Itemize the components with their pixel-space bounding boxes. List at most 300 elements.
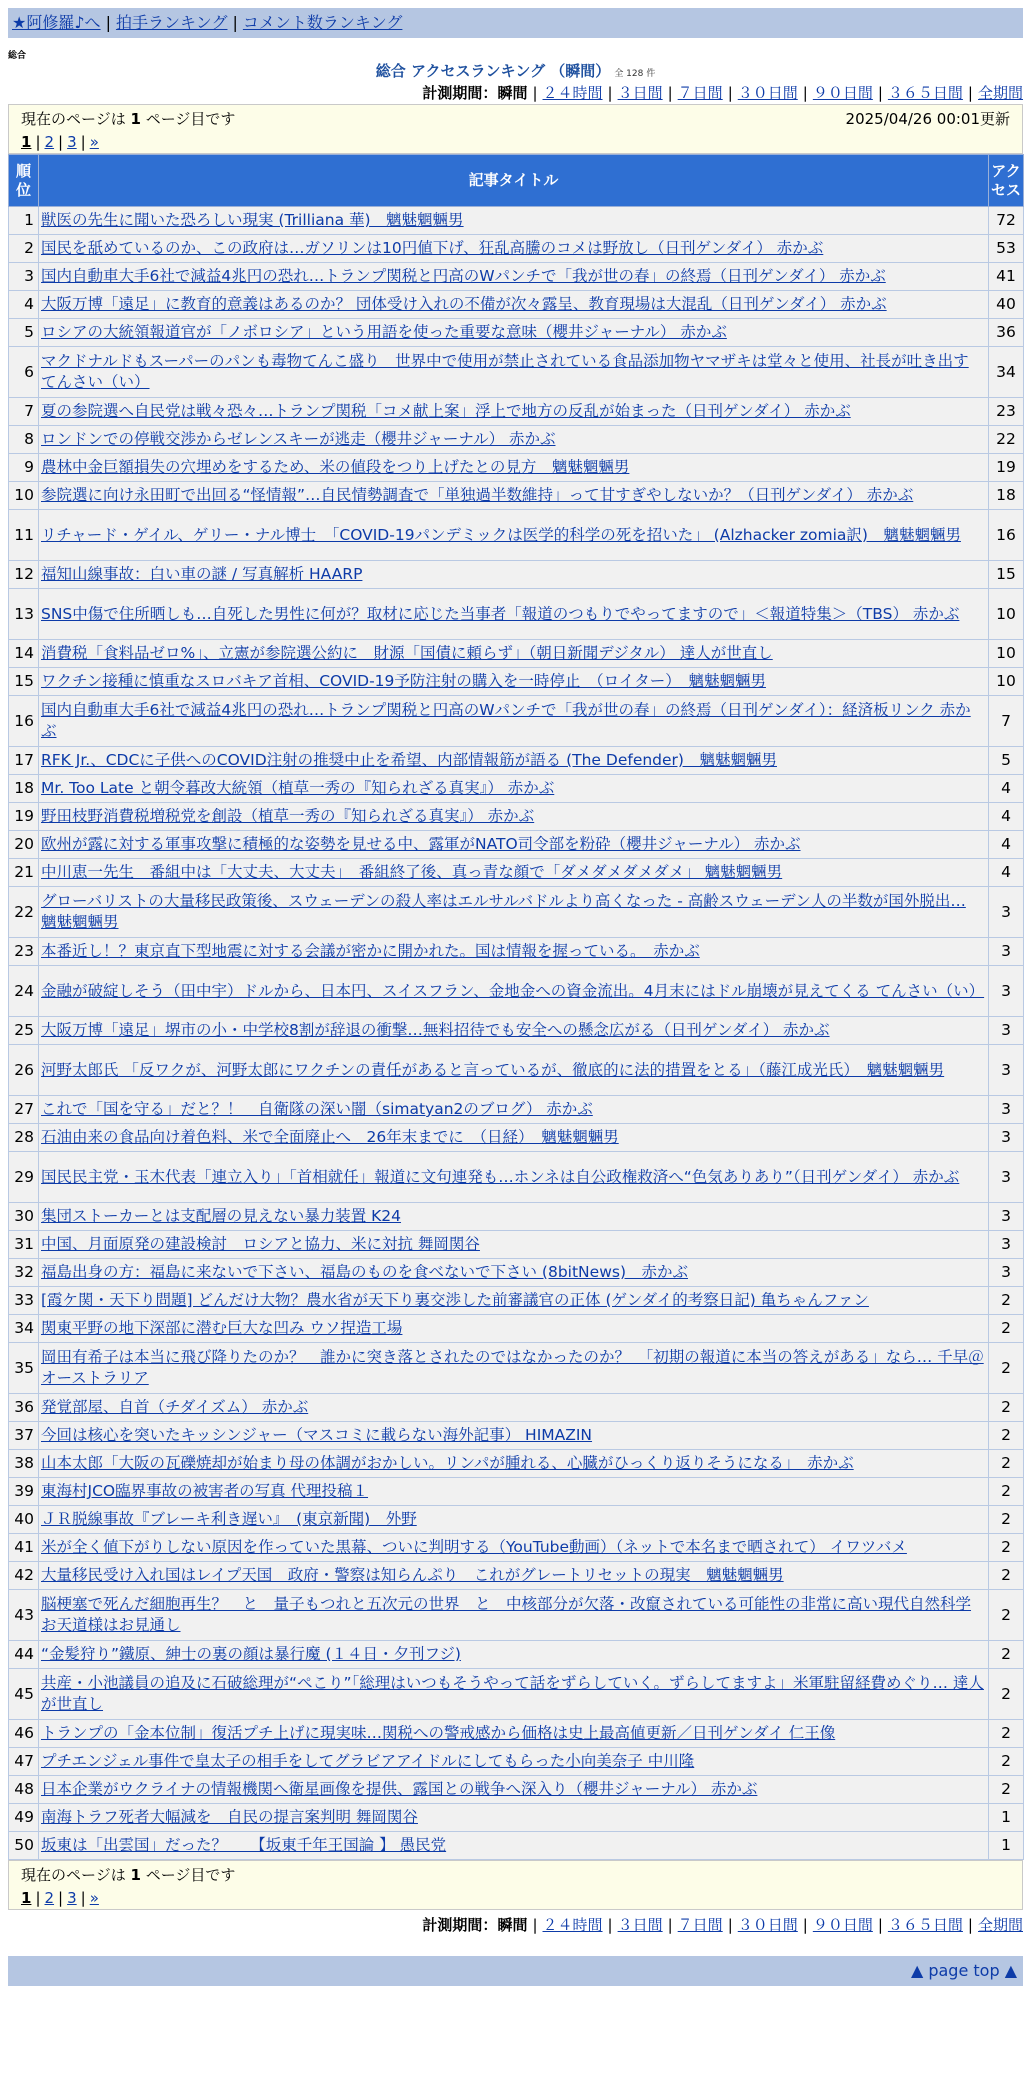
period-option-link[interactable]: 全期間	[977, 1916, 1023, 1934]
article-title-link[interactable]: 欧州が露に対する軍事攻撃に積極的な姿勢を見せる中、露軍がNATO司令部を粉砕（櫻井ジャーナル） 赤かぶ	[41, 835, 801, 853]
table-row	[9, 510, 1024, 561]
rank-cell: 26	[9, 1045, 39, 1096]
access-count-cell: 53	[989, 235, 1024, 263]
table-row	[9, 887, 1024, 938]
period-separator: |	[802, 84, 808, 102]
article-title-link[interactable]: 福知山線事故：白い車の謎 / 写真解析 HAARP	[41, 565, 363, 583]
access-count-cell: 3	[989, 938, 1024, 966]
title-cell	[39, 1045, 989, 1096]
article-title-link[interactable]: RFK Jr.、CDCに子供へのCOVID注射の推奨中止を希望、内部情報筋が語る (The Defender) 魑魅魍魎男	[41, 751, 777, 769]
table-row	[9, 263, 1024, 291]
period-current: 瞬間	[497, 84, 528, 102]
title-cell	[39, 1478, 989, 1506]
rank-cell: 32	[9, 1259, 39, 1287]
title-cell	[39, 1152, 989, 1203]
access-count-cell: 4	[989, 831, 1024, 859]
access-count-cell: 36	[989, 319, 1024, 347]
pager-bottom	[8, 1860, 1023, 1910]
current-page-prefix: 現在のページは	[21, 110, 126, 128]
table-row	[9, 1315, 1024, 1343]
article-title-link[interactable]: 岡田有希子は本当に飛び降りたのか？ 誰かに突き落とされたのではなかったのか？ 「初期の報道に本当の答えがある」なら… 千早＠オーストラリア	[41, 1348, 984, 1387]
table-row	[9, 398, 1024, 426]
article-title-link[interactable]: プチエンジェル事件で皇太子の相手をしてグラビアアイドルにしてもらった小向美奈子 中川隆	[41, 1752, 695, 1770]
period-option-link[interactable]: ３６５日間	[887, 1916, 963, 1934]
article-title-link[interactable]: リチャード・ゲイル、ゲリー・ナル博士 「COVID-19パンデミックは医学的科学の死を招いた」 (Alzhacker zomia訳) 魑魅魍魎男	[41, 525, 961, 544]
title-cell	[39, 589, 989, 640]
rank-cell: 50	[9, 1832, 39, 1860]
rank-cell: 48	[9, 1776, 39, 1804]
rank-cell: 33	[9, 1287, 39, 1315]
period-separator: |	[877, 1916, 883, 1934]
table-row	[9, 1804, 1024, 1832]
rank-cell: 1	[9, 207, 39, 235]
current-page-suffix: ページ目です	[145, 110, 236, 128]
title-cell	[39, 1506, 989, 1534]
article-title-link[interactable]: 夏の参院選へ自民党は戦々恐々…トランプ関税「コメ献上案」浮上で地方の反乱が始まった（日刊ゲンダイ） 赤かぶ	[41, 402, 851, 420]
title-cell	[39, 1231, 989, 1259]
article-title-link[interactable]: 東海村JCO臨界事故の被害者の写真 代理投稿１	[41, 1482, 369, 1500]
rank-cell: 6	[9, 347, 39, 398]
updated-timestamp: 2025/04/26 00:01更新	[845, 110, 1010, 128]
article-title-link[interactable]: [霞ケ関・天下り問題] どんだけ大物？農水省が天下り裏交渉した前審議官の正体 (ゲンダイ的考察日記) 亀ちゃんファン	[41, 1291, 869, 1309]
access-count-cell: 2	[989, 1641, 1024, 1669]
pager-top	[8, 104, 1023, 154]
table-row	[9, 831, 1024, 859]
article-title-link[interactable]: Mr. Too Late と朝令暮改大統領（植草一秀の『知られざる真実』） 赤かぶ	[41, 779, 555, 797]
current-page-suffix: ページ目です	[145, 1866, 236, 1884]
period-option-link[interactable]: 全期間	[977, 84, 1023, 102]
table-row	[9, 859, 1024, 887]
page-link[interactable]: 3	[67, 133, 77, 151]
article-title-link[interactable]: 本番近し！？東京直下型地震に対する会議が密かに開かれた。国は情報を握っている。 赤かぶ	[41, 942, 700, 960]
title-cell	[39, 640, 989, 668]
period-current: 瞬間	[497, 1916, 528, 1934]
nav-separator: |	[105, 13, 111, 32]
article-title-link[interactable]: マクドナルドもスーパーのパンも毒物てんこ盛り 世界中で使用が禁止されている食品添加物ヤマザキは堂々と使用、社長が吐き出す てんさい（い）	[41, 352, 969, 391]
rank-cell: 44	[9, 1641, 39, 1669]
rank-cell: 10	[9, 482, 39, 510]
title-cell	[39, 1394, 989, 1422]
access-count-cell: 3	[989, 1203, 1024, 1231]
article-title-link[interactable]: ワクチン接種に慎重なスロバキア首相、COVID-19予防注射の購入を一時停止 （ロイター） 魑魅魍魎男	[41, 672, 766, 690]
access-count-cell: 2	[989, 1590, 1024, 1641]
access-count-cell: 7	[989, 696, 1024, 747]
access-count-cell: 3	[989, 1096, 1024, 1124]
period-separator: |	[967, 84, 973, 102]
current-page-number: 1	[130, 1866, 141, 1884]
access-count-cell: 1	[989, 1804, 1024, 1832]
rank-cell: 8	[9, 426, 39, 454]
current-page-prefix: 現在のページは	[21, 1866, 126, 1884]
title-cell	[39, 938, 989, 966]
table-row	[9, 1152, 1024, 1203]
title-cell	[39, 1343, 989, 1394]
period-separator: |	[967, 1916, 973, 1934]
pager-info-line	[21, 1864, 1010, 1886]
table-row	[9, 1590, 1024, 1641]
page-separator: |	[58, 133, 64, 151]
category-tag: 総合	[8, 51, 27, 61]
access-count-cell: 23	[989, 398, 1024, 426]
nav-applause-ranking-link[interactable]: 拍手ランキング	[115, 13, 228, 32]
period-option-link[interactable]: ３日間	[617, 84, 663, 102]
rank-cell: 41	[9, 1534, 39, 1562]
article-title-link[interactable]: SNS中傷で住所晒しも…自死した男性に何が？取材に応じた当事者「報道のつもりでやってますので」＜報道特集＞（TBS） 赤かぶ	[41, 604, 960, 623]
period-separator: |	[667, 1916, 673, 1934]
title-cell	[39, 1804, 989, 1832]
access-count-cell: 2	[989, 1562, 1024, 1590]
page-wrapper	[8, 8, 1023, 1986]
rank-cell: 21	[9, 859, 39, 887]
table-row	[9, 1506, 1024, 1534]
rank-cell: 49	[9, 1804, 39, 1832]
title-cell	[39, 1450, 989, 1478]
title-cell	[39, 1124, 989, 1152]
rank-cell: 29	[9, 1152, 39, 1203]
access-count-cell: 2	[989, 1776, 1024, 1804]
article-title-link[interactable]: 石油由来の食品向け着色料、米で全面廃止へ 26年末までに （日経） 魑魅魍魎男	[41, 1128, 619, 1146]
article-title-link[interactable]: 今回は核心を突いたキッシンジャー（マスコミに載らない海外記事） HIMAZIN	[41, 1426, 593, 1444]
title-cell	[39, 1720, 989, 1748]
footer-bar	[8, 1956, 1023, 1986]
article-title-link[interactable]: 中川恵一先生 番組中は「大丈夫、大丈夫」 番組終了後、真っ青な顔で「ダメダメダメダメ」 魑魅魍魎男	[41, 863, 783, 881]
article-title-link[interactable]: 関東平野の地下深部に潜む巨大な凹み ウソ捏造工場	[41, 1319, 403, 1337]
page-link-current: 1	[21, 133, 32, 151]
title-cell	[39, 561, 989, 589]
period-separator: |	[607, 1916, 613, 1934]
period-option-link[interactable]: ７日間	[677, 84, 723, 102]
title-cell	[39, 696, 989, 747]
period-option-link[interactable]: ３日間	[617, 1916, 663, 1934]
article-title-link[interactable]: 脳梗塞で死んだ細胞再生？ と 量子もつれと五次元の世界 と 中核部分が欠落・改竄されている可能性の非常に高い現代自然科学 お天道様はお見通し	[41, 1595, 972, 1634]
title-cell	[39, 859, 989, 887]
next-page-link[interactable]: »	[89, 133, 99, 151]
top-nav-bar	[8, 8, 1023, 38]
access-count-cell: 10	[989, 640, 1024, 668]
table-header-row	[9, 155, 1024, 207]
article-title-link[interactable]: 日本企業がウクライナの情報機関へ衛星画像を提供、露国との戦争へ深入り（櫻井ジャーナル） 赤かぶ	[41, 1780, 758, 1798]
period-separator: |	[802, 1916, 808, 1934]
access-count-cell: 3	[989, 1045, 1024, 1096]
table-row	[9, 1394, 1024, 1422]
article-title-link[interactable]: 坂東は「出雲国」だった？ 【坂東千年王国論 】 愚民党	[41, 1836, 447, 1854]
period-option-link[interactable]: ３０日間	[737, 1916, 798, 1934]
article-title-link[interactable]: 発覚部屋、自首（チダイズム） 赤かぶ	[41, 1398, 309, 1416]
title-cell	[39, 1832, 989, 1860]
rank-cell: 43	[9, 1590, 39, 1641]
title-cell	[39, 831, 989, 859]
title-cell	[39, 235, 989, 263]
table-row	[9, 775, 1024, 803]
title-cell	[39, 1017, 989, 1045]
access-count-cell: 2	[989, 1450, 1024, 1478]
title-cell	[39, 263, 989, 291]
access-count-cell: 5	[989, 747, 1024, 775]
table-row	[9, 1017, 1024, 1045]
article-title-link[interactable]: 国内自動車大手6社で減益4兆円の恐れ…トランプ関税と円高のWパンチで「我が世の春」の終焉（日刊ゲンダイ） 赤かぶ	[41, 267, 886, 285]
rank-cell: 39	[9, 1478, 39, 1506]
rank-cell: 19	[9, 803, 39, 831]
page-link-current: 1	[21, 1889, 32, 1907]
access-count-cell: 2	[989, 1343, 1024, 1394]
title-cell	[39, 426, 989, 454]
article-title-link[interactable]: 国民民主党・玉木代表「連立入り」「首相就任」報道に文句連発も…ホンネは自公政権救済へ“色気ありあり”（日刊ゲンダイ） 赤かぶ	[41, 1167, 960, 1186]
rank-cell: 2	[9, 235, 39, 263]
table-row	[9, 1422, 1024, 1450]
current-page-text	[21, 1864, 235, 1886]
table-row	[9, 426, 1024, 454]
access-count-cell: 72	[989, 207, 1024, 235]
title-cell	[39, 1534, 989, 1562]
access-count-cell: 41	[989, 263, 1024, 291]
col-rank-header: 順位	[9, 155, 39, 207]
page-top-link[interactable]: ▲ page top ▲	[910, 1961, 1017, 1980]
article-title-link[interactable]: 福島出身の方：福島に来ないで下さい、福島のものを食べないで下さい (8bitNews) 赤かぶ	[41, 1263, 688, 1281]
rank-cell: 37	[9, 1422, 39, 1450]
article-title-link[interactable]: ロシアの大統領報道官が「ノボロシア」という用語を使った重要な意味（櫻井ジャーナル） 赤かぶ	[41, 323, 727, 341]
article-title-link[interactable]: 山本太郎「大阪の瓦礫焼却が始まり母の体調がおかしい。リンパが腫れる、心臓がひっくり返りそうになる」 赤かぶ	[41, 1454, 854, 1472]
access-count-cell: 2	[989, 1478, 1024, 1506]
access-count-cell: 2	[989, 1748, 1024, 1776]
col-access-header: アクセス	[989, 155, 1024, 207]
access-count-cell: 2	[989, 1422, 1024, 1450]
article-title-link[interactable]: 消費税「食料品ゼロ%」、立憲が参院選公約に 財源「国債に頼らず」（朝日新聞デジタル） 達人が世直し	[41, 644, 773, 662]
access-count-cell: 40	[989, 291, 1024, 319]
article-title-link[interactable]: 南海トラフ死者大幅減を 自民の提言案判明 舞岡関谷	[41, 1808, 418, 1826]
table-row	[9, 640, 1024, 668]
article-title-link[interactable]: トランプの「金本位制」復活プチ上げに現実味…関税への警戒感から価格は史上最高値更新／日刊ゲンダイ 仁王像	[41, 1724, 836, 1742]
period-label: 計測期間：	[422, 1916, 498, 1934]
rank-cell: 40	[9, 1506, 39, 1534]
table-row	[9, 561, 1024, 589]
article-title-link[interactable]: 共産・小池議員の追及に石破総理が“ぺこり”「総理はいつもそうやって話をずらしていく。ずらしてますよ」米軍駐留経費めぐり… 達人が世直し	[41, 1674, 984, 1713]
period-selector-bottom	[8, 1914, 1023, 1936]
rank-cell: 46	[9, 1720, 39, 1748]
rank-cell: 13	[9, 589, 39, 640]
access-count-cell: 3	[989, 1231, 1024, 1259]
table-row	[9, 1669, 1024, 1720]
page-separator: |	[58, 1889, 64, 1907]
period-separator: |	[607, 84, 613, 102]
title-cell	[39, 668, 989, 696]
title-cell	[39, 1562, 989, 1590]
table-row	[9, 966, 1024, 1017]
article-title-link[interactable]: 国民を舐めているのか、この政府は…ガソリンは10円値下げ、狂乱高騰のコメは野放し（日刊ゲンダイ） 赤かぶ	[41, 239, 824, 257]
period-option-link[interactable]: ２４時間	[542, 1916, 603, 1934]
article-title-link[interactable]: 金融が破綻しそう（田中宇）ドルから、日本円、スイスフラン、金地金への資金流出。4月末にはドル崩壊が見えてくる てんさい（い）	[41, 981, 985, 1000]
access-count-cell: 3	[989, 1259, 1024, 1287]
period-option-link[interactable]: ３６５日間	[887, 84, 963, 102]
table-row	[9, 1203, 1024, 1231]
rank-cell: 7	[9, 398, 39, 426]
access-count-cell: 16	[989, 510, 1024, 561]
period-option-link[interactable]: ９０日間	[812, 84, 873, 102]
table-row	[9, 1287, 1024, 1315]
access-count-cell: 19	[989, 454, 1024, 482]
page-separator: |	[80, 1889, 86, 1907]
article-title-link[interactable]: 河野太郎氏 「反ワクが、河野太郎にワクチンの責任があると言っているが、徹底的に法的措置をとる」（藤江成光氏） 魑魅魍魎男	[41, 1060, 945, 1079]
table-row	[9, 1720, 1024, 1748]
title-cell	[39, 510, 989, 561]
article-title-link[interactable]: 大阪万博「遠足」堺市の小・中学校8割が辞退の衝撃…無料招待でも安全への懸念広がる（日刊ゲンダイ） 赤かぶ	[41, 1021, 830, 1039]
access-count-cell: 2	[989, 1506, 1024, 1534]
article-title-link[interactable]: ロンドンでの停戦交渉からゼレンスキーが逃走（櫻井ジャーナル） 赤かぶ	[41, 430, 556, 448]
rank-cell: 20	[9, 831, 39, 859]
access-count-cell: 1	[989, 1832, 1024, 1860]
table-row	[9, 454, 1024, 482]
access-count-cell: 4	[989, 803, 1024, 831]
rank-cell: 14	[9, 640, 39, 668]
rank-cell: 11	[9, 510, 39, 561]
period-option-link[interactable]: ７日間	[677, 1916, 723, 1934]
period-selector-top	[8, 82, 1023, 104]
table-row	[9, 1478, 1024, 1506]
access-count-cell: 3	[989, 966, 1024, 1017]
article-title-link[interactable]: 中国、月面原発の建設検討 ロシアと協力、米に対抗 舞岡関谷	[41, 1235, 480, 1253]
period-option-link[interactable]: ２４時間	[542, 84, 603, 102]
table-row	[9, 1231, 1024, 1259]
access-count-cell: 2	[989, 1669, 1024, 1720]
article-title-link[interactable]: 獣医の先生に聞いた恐ろしい現実 (Trilliana 華) 魑魅魍魎男	[41, 211, 464, 229]
page-separator: |	[80, 133, 86, 151]
rank-cell: 36	[9, 1394, 39, 1422]
table-row	[9, 803, 1024, 831]
title-cell	[39, 482, 989, 510]
period-separator: |	[877, 84, 883, 102]
total-count: 全 128 件	[614, 69, 656, 79]
rank-cell: 17	[9, 747, 39, 775]
ranking-table-body	[9, 207, 1024, 1860]
page-link[interactable]: 3	[67, 1889, 77, 1907]
rank-cell: 25	[9, 1017, 39, 1045]
table-row	[9, 1450, 1024, 1478]
title-cell	[39, 747, 989, 775]
article-title-link[interactable]: 農林中金巨額損失の穴埋めをするため、米の値段をつり上げたとの見方 魑魅魍魎男	[41, 458, 630, 476]
rank-cell: 12	[9, 561, 39, 589]
title-cell	[39, 1641, 989, 1669]
table-row	[9, 1259, 1024, 1287]
table-row	[9, 1641, 1024, 1669]
table-row	[9, 347, 1024, 398]
rank-cell: 35	[9, 1343, 39, 1394]
rank-cell: 34	[9, 1315, 39, 1343]
rank-cell: 38	[9, 1450, 39, 1478]
rank-cell: 4	[9, 291, 39, 319]
table-row	[9, 1124, 1024, 1152]
table-row	[9, 747, 1024, 775]
access-count-cell: 3	[989, 1017, 1024, 1045]
table-row	[9, 589, 1024, 640]
access-count-cell: 10	[989, 668, 1024, 696]
rank-cell: 23	[9, 938, 39, 966]
title-cell	[39, 1590, 989, 1641]
rank-cell: 27	[9, 1096, 39, 1124]
rank-cell: 22	[9, 887, 39, 938]
article-title-link[interactable]: グローバリストの大量移民政策後、スウェーデンの殺人率はエルサルバドルより高くなった - 高齢スウェーデン人の半数が国外脱出… 魑魅魍魎男	[41, 892, 966, 931]
access-count-cell: 2	[989, 1720, 1024, 1748]
rank-cell: 45	[9, 1669, 39, 1720]
current-page-text	[21, 108, 235, 130]
title-cell	[39, 1776, 989, 1804]
period-separator: |	[727, 1916, 733, 1934]
table-row	[9, 1562, 1024, 1590]
access-count-cell: 10	[989, 589, 1024, 640]
table-row	[9, 1096, 1024, 1124]
title-cell	[39, 347, 989, 398]
article-title-link[interactable]: 集団ストーカーとは支配層の見えない暴力装置 K24	[41, 1207, 402, 1225]
article-title-link[interactable]: これで「国を守る」だと？！ 自衛隊の深い闇（simatyan2のブログ） 赤かぶ	[41, 1100, 593, 1118]
title-cell	[39, 398, 989, 426]
period-separator: |	[667, 84, 673, 102]
article-title-link[interactable]: 野田枝野消費税増税党を創設（植草一秀の『知られざる真実』） 赤かぶ	[41, 807, 535, 825]
current-page-number: 1	[130, 110, 141, 128]
article-title-link[interactable]: 参院選に向け永田町で出回る“怪情報”…自民情勢調査で「単独過半数維持」って甘すぎやしないか？（日刊ゲンダイ） 赤かぶ	[41, 486, 914, 504]
nav-separator: |	[232, 13, 238, 32]
title-cell	[39, 1315, 989, 1343]
nav-comment-ranking-link[interactable]: コメント数ランキング	[242, 13, 403, 32]
article-title-link[interactable]: ＪＲ脱線事故『ブレーキ利き遅い』 (東京新聞) 外野	[41, 1510, 417, 1528]
rank-cell: 47	[9, 1748, 39, 1776]
table-row	[9, 319, 1024, 347]
title-cell	[39, 454, 989, 482]
page-link[interactable]: 2	[44, 133, 55, 151]
article-title-link[interactable]: 大量移民受け入れ国はレイプ天国 政府・警察は知らんぷり これがグレートリセットの現実 魑魅魍魎男	[41, 1566, 784, 1584]
title-cell	[39, 775, 989, 803]
access-count-cell: 4	[989, 775, 1024, 803]
access-count-cell: 18	[989, 482, 1024, 510]
table-row	[9, 1832, 1024, 1860]
period-option-link[interactable]: ９０日間	[812, 1916, 873, 1934]
access-count-cell: 2	[989, 1287, 1024, 1315]
page-separator: |	[35, 133, 41, 151]
rank-cell: 24	[9, 966, 39, 1017]
access-count-cell: 4	[989, 859, 1024, 887]
access-count-cell: 2	[989, 1315, 1024, 1343]
table-row	[9, 235, 1024, 263]
page-separator: |	[35, 1889, 41, 1907]
table-row	[9, 1343, 1024, 1394]
page-title-row	[8, 60, 1023, 82]
pager-info-line	[21, 108, 1010, 130]
page-link[interactable]: 2	[44, 1889, 55, 1907]
title-cell	[39, 1259, 989, 1287]
access-count-cell: 2	[989, 1394, 1024, 1422]
nav-home-link[interactable]: ★阿修羅♪へ	[12, 13, 101, 32]
title-cell	[39, 1203, 989, 1231]
table-row	[9, 1045, 1024, 1096]
rank-cell: 31	[9, 1231, 39, 1259]
period-separator: |	[532, 1916, 538, 1934]
table-row	[9, 938, 1024, 966]
title-cell	[39, 291, 989, 319]
access-count-cell: 15	[989, 561, 1024, 589]
title-cell	[39, 1748, 989, 1776]
rank-cell: 30	[9, 1203, 39, 1231]
article-title-link[interactable]: 米が全く値下がりしない原因を作っていた黒幕、ついに判明する（YouTube動画）（ネットで本名まで晒されて） イワツバメ	[41, 1538, 907, 1556]
article-title-link[interactable]: 国内自動車大手6社で減益4兆円の恐れ…トランプ関税と円高のWパンチで「我が世の春」の終焉（日刊ゲンダイ）：経済板リンク 赤かぶ	[41, 701, 971, 740]
rank-cell: 42	[9, 1562, 39, 1590]
next-page-link[interactable]: »	[89, 1889, 99, 1907]
period-separator: |	[727, 84, 733, 102]
article-title-link[interactable]: “金髪狩り”鐵原、紳士の裏の顔は暴行魔 (１４日・夕刊フジ)	[41, 1645, 461, 1663]
title-cell	[39, 319, 989, 347]
title-cell	[39, 1669, 989, 1720]
period-option-link[interactable]: ３０日間	[737, 84, 798, 102]
title-cell	[39, 966, 989, 1017]
article-title-link[interactable]: 大阪万博「遠足」に教育的意義はあるのか？ 団体受け入れの不備が次々露呈、教育現場は大混乱（日刊ゲンダイ） 赤かぶ	[41, 295, 887, 313]
table-row	[9, 291, 1024, 319]
page-links	[21, 130, 1010, 154]
